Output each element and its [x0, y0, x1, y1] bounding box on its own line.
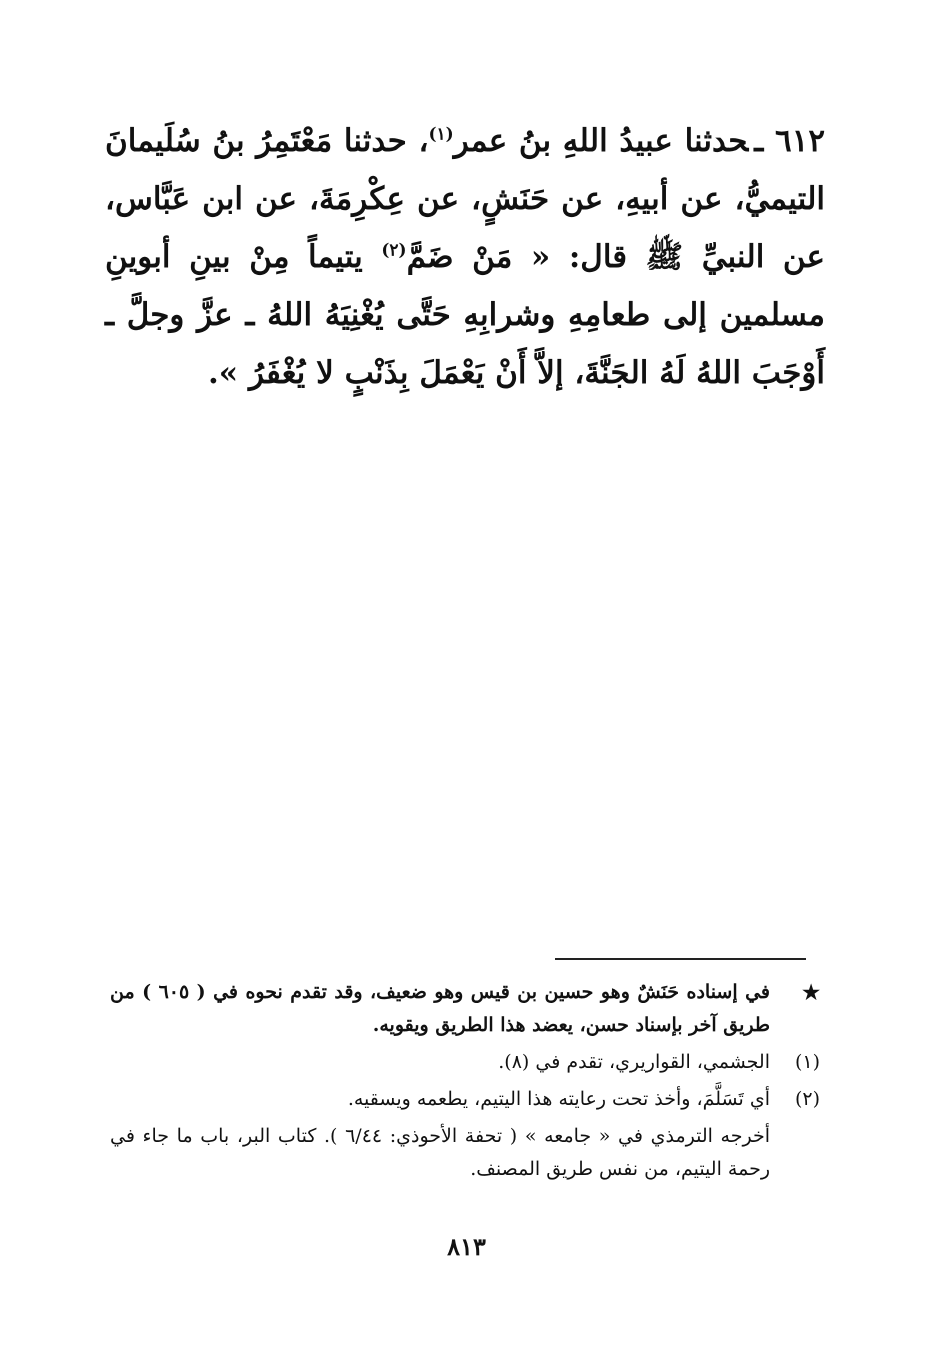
hadith-part-2: ، حدثنا مَعْتَمِرُ بنُ سُلَيمانَ التيميُّ، عن أبيهِ، عن حَنَشٍ، عن عِكْرِمَةَ، عن ابن عَبَّاس، عن النبيِّ ﷺ قال: « مَنْ ضَمَّ: [105, 123, 826, 275]
hadith-part-3: يتيماً مِنْ بينِ أبوينِ مسلمين إلى طعامِهِ وشرابِهِ حَتَّى يُغْنِيَهُ اللهُ ـ عزَّ وجلَّ ـ أَوْجَبَ اللهُ لَهُ الجَنَّةَ، إلاَّ أَنْ يَعْمَلَ بِذَنْبٍ لا يُغْفَرُ ».: [105, 239, 825, 391]
footnote-ref-1[interactable]: (١): [428, 124, 454, 145]
footnote-1-text: الجشمي، القواريري، تقدم في (٨).: [498, 1051, 770, 1073]
footnotes-section: [110, 976, 820, 1186]
footnote-star-text: في إسناده حَنَشٌ وهو حسين بن قيس وهو ضعيف، وقد تقدم نحوه في ( ٦٠٥ ) من طريق آخر بإسناد حسن، يعضد هذا الطريق ويقويه.: [110, 981, 770, 1036]
hadith-text: [105, 112, 825, 402]
page-number: ٨١٣: [447, 1232, 486, 1261]
star-icon: ★: [802, 980, 820, 1004]
footnote-takhrij: أخرجه الترمذي في « جامعه » ( تحفة الأحوذي: ٦/٤٤ ). كتاب البر، باب ما جاء في رحمة اليتيم، من نفس طريق المصنف.: [110, 1125, 770, 1180]
footnote-1: [110, 1046, 820, 1079]
footnote-2: [110, 1083, 820, 1116]
footnote-2-text: أي تَسَلَّمَ، وأخذ تحت رعايته هذا اليتيم، يطعمه ويسقيه.: [347, 1088, 770, 1110]
hadith-paragraph: [105, 112, 825, 402]
footnote-2-marker: (٢): [794, 1088, 820, 1110]
hadith-number: ٦١٢ ـ: [754, 123, 825, 159]
footnote-1-marker: (١): [794, 1051, 820, 1073]
footnote-ref-2[interactable]: (٢): [381, 240, 407, 261]
hadith-part-1: حدثنا عبيدُ اللهِ بنُ عمر: [453, 123, 749, 159]
footnote-divider: [555, 958, 806, 960]
footnote-star: [110, 976, 820, 1042]
